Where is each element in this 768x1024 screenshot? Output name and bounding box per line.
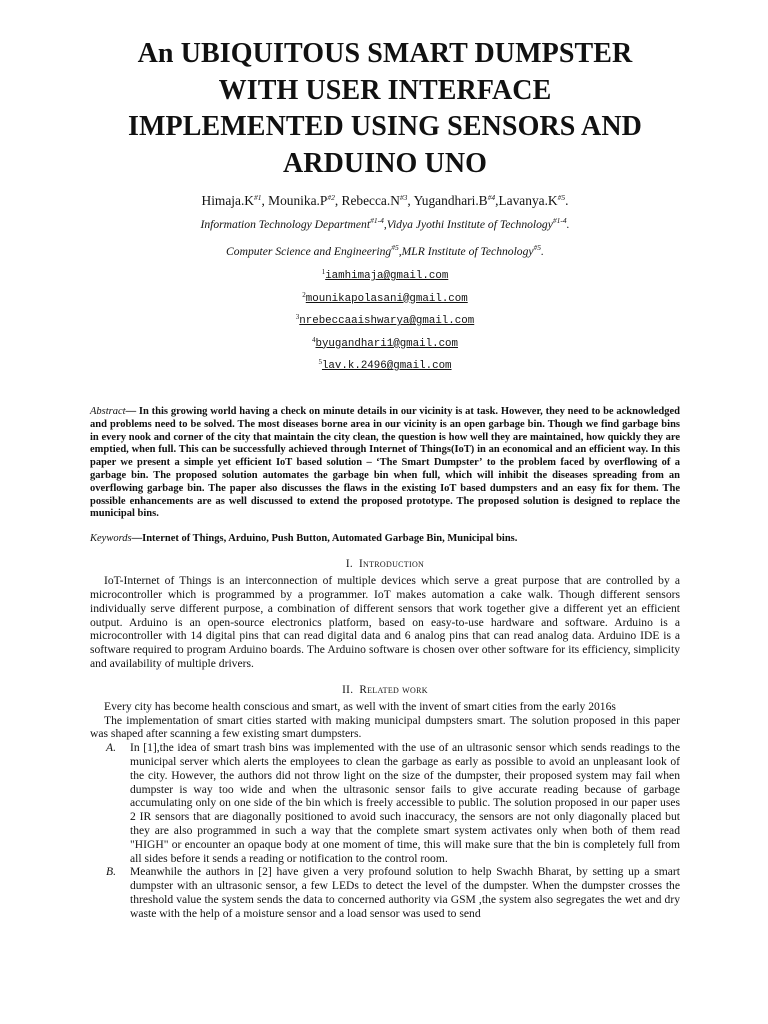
list-marker: B. (106, 865, 116, 879)
affiliation-end: . (541, 245, 544, 258)
author-sep: , (495, 193, 499, 208)
email-list (90, 269, 680, 373)
email-entry (90, 292, 680, 306)
section-number: II. (342, 683, 354, 696)
author-sup: #4 (487, 193, 496, 202)
author-sup: #1 (253, 193, 262, 202)
email-link[interactable]: byugandhari1@gmail.com (315, 337, 459, 350)
affiliation-sup: #5 (391, 243, 399, 252)
section-title: Introduction (359, 558, 425, 571)
author-sep: , (261, 193, 269, 208)
title-line: An UBIQUITOUS SMART DUMPSTER (137, 38, 633, 69)
email-sup: 1 (321, 268, 326, 276)
paper-title (90, 0, 680, 182)
related-paragraph: Every city has become health conscious and smart, as well with the invent of smart cities from the early 2016s (104, 699, 616, 713)
affiliation-inst: ,MLR Institute of Technology (398, 245, 534, 258)
email-entry (90, 337, 680, 351)
author-sup: #3 (399, 193, 408, 202)
list-item-text: Meanwhile the authors in [2] have given a very profound solution to help Swachh Bharat, by setting up a smart dumpster with an ultrasonic sensor, a few LEDs to detect the level of the dumpster. When the dumpster crosses the threshold value the system sends the data to concerned authority via GSM ,the system also segregates the wet and dry waste with the help of a moisture sensor and a load sensor was used to send (130, 865, 680, 920)
section-title: Related work (359, 683, 428, 696)
author-name: Yugandhari.B (413, 193, 488, 208)
author-list (90, 192, 680, 210)
title-line: ARDUINO UNO (282, 147, 488, 179)
affiliation-sup: #1-4 (552, 216, 567, 225)
author-sup: #5 (557, 193, 566, 202)
email-sup: 4 (311, 335, 316, 344)
section-number: I. (345, 558, 353, 571)
abstract-text: In this growing world having a check on minute details in our vicinity is at task. However, they need to be acknowledged and problems need to be solved. The most diseases borne area in our vicinity is an open garbage bin. Though we find garbage bins in every nook and corner of the city that maintain the city clean, the question is how well they are maintained, how quickly they are emptied, when full. This can be successfully achieved through Internet of Things(IoT) in an economical and an efficient way. In this paper we present a simple yet efficient IoT based solution – (90, 406, 680, 469)
affiliation-end: . (566, 218, 570, 231)
author-sup: #2 (327, 193, 335, 202)
abstract-quote: ‘The Smart Dumpster’ (376, 457, 483, 469)
section-heading-related-work (90, 683, 680, 697)
email-entry (90, 269, 680, 283)
email-link[interactable]: iamhimaja@gmail.com (325, 270, 449, 282)
email-entry (90, 359, 680, 373)
abstract-label: Abstract (90, 406, 126, 417)
affiliation-dept: Computer Science and Engineering (226, 245, 392, 258)
title-line: IMPLEMENTED USING SENSORS AND (128, 111, 642, 142)
affiliation-dept: Information Technology Department (200, 218, 371, 231)
email-sup: 3 (295, 313, 300, 321)
email-entry (90, 314, 680, 328)
list-item (90, 865, 680, 920)
author-name: Lavanya.K (498, 193, 558, 208)
email-sup: 2 (302, 290, 306, 299)
affiliation-sup: #5 (533, 243, 542, 252)
author-name: Rebecca.N (341, 193, 400, 208)
email-link[interactable]: nrebeccaaishwarya@gmail.com (299, 315, 475, 327)
author-sep: , (407, 193, 414, 208)
affiliation-it (90, 217, 680, 232)
keywords-text: Internet of Things, Arduino, Push Button, Automated Garbage Bin, Municipal bins. (142, 533, 518, 545)
email-link[interactable]: mounikapolasani@gmail.com (305, 292, 468, 305)
abstract-text: to the problem faced by overflowing of a garbage bin. The proposed solution automates the garbage bin when full, which will inhibit the diseases spreading from an overflowing garbage bin. The paper also discusses the flaws in the existing IoT based dumpsters and an easy fix for them. The possible enhancements are as well discussed to extend the proposed prototype. The proposed solution is designed to replace the municipal bins. (90, 457, 680, 520)
related-paragraph: The implementation of smart cities started with making municipal dumpsters smart. The solution proposed in this paper was shaped after scanning a few existing smart dumpsters. (90, 713, 680, 741)
affiliation-inst: ,Vidya Jyothi Institute of Technology (383, 218, 553, 231)
section-heading-introduction (90, 557, 680, 571)
author-sep: . (565, 193, 569, 208)
email-sup: 5 (318, 358, 322, 366)
author-name: Mounika.P (268, 193, 328, 208)
title-line: WITH USER INTERFACE (218, 74, 552, 106)
email-link[interactable]: lav.k.2496@gmail.com (321, 360, 452, 372)
keywords-label: Keywords (90, 533, 132, 545)
intro-paragraph: IoT-Internet of Things is an interconnection of multiple devices which serve a great purpose that are controlled by a microcontroller which is programmed by a programmer. IoT makes automation a cake walk. Though different sensors individually serve different purpose, a combination of different sensors that work together give a different yet an efficient output. Arduino is an open-source electronics platform, based on easy-to-use hardware and software. Arduino is a microcontroller with 14 digital pins that can read digital data and 6 analog pins that can read analog data. Arduino IDE is a software required to program Arduino boards. The Arduino software is chosen over other software for its efficiency, simplicity and availability of multiple drivers. (90, 574, 680, 670)
author-sep: , (334, 193, 342, 208)
abstract (90, 406, 680, 521)
list-item (90, 741, 680, 865)
author-name: Himaja.K (201, 193, 254, 208)
affiliation-cse (90, 244, 680, 259)
list-item-text: In [1],the idea of smart trash bins was implemented with the use of an ultrasonic sensor which sends readings to the municipal server which alerts the employees to clean the garbage as early as possible to avoid an unpleasant look of the city. However, the authors did not throw light on the size of the dumpster, their proposed system may fail when dumpster is way too wide and when the ultrasonic sensor fails to give accurate reading because of garbage accumulating only on one side of the bin which is freely accessible to public. The solution proposed in our paper uses 2 IR sensors that are diagonally positioned to avoid such inaccuracy, the sensors are not only diagonally placed but they are also programmed in such a way that the complete smart system activates only when both of them read "HIGH" or encounter an opaque body at one moment of time, this will make sure that the bin is completely full from all sides before it sends a reading or notification to the control room. (130, 741, 680, 865)
related-work-list (90, 741, 680, 920)
keywords (90, 532, 680, 545)
affiliation-sup: #1-4 (370, 216, 384, 225)
list-marker: A. (106, 741, 116, 755)
abstract-dash: — (125, 406, 137, 417)
keywords-dash: — (131, 533, 143, 545)
